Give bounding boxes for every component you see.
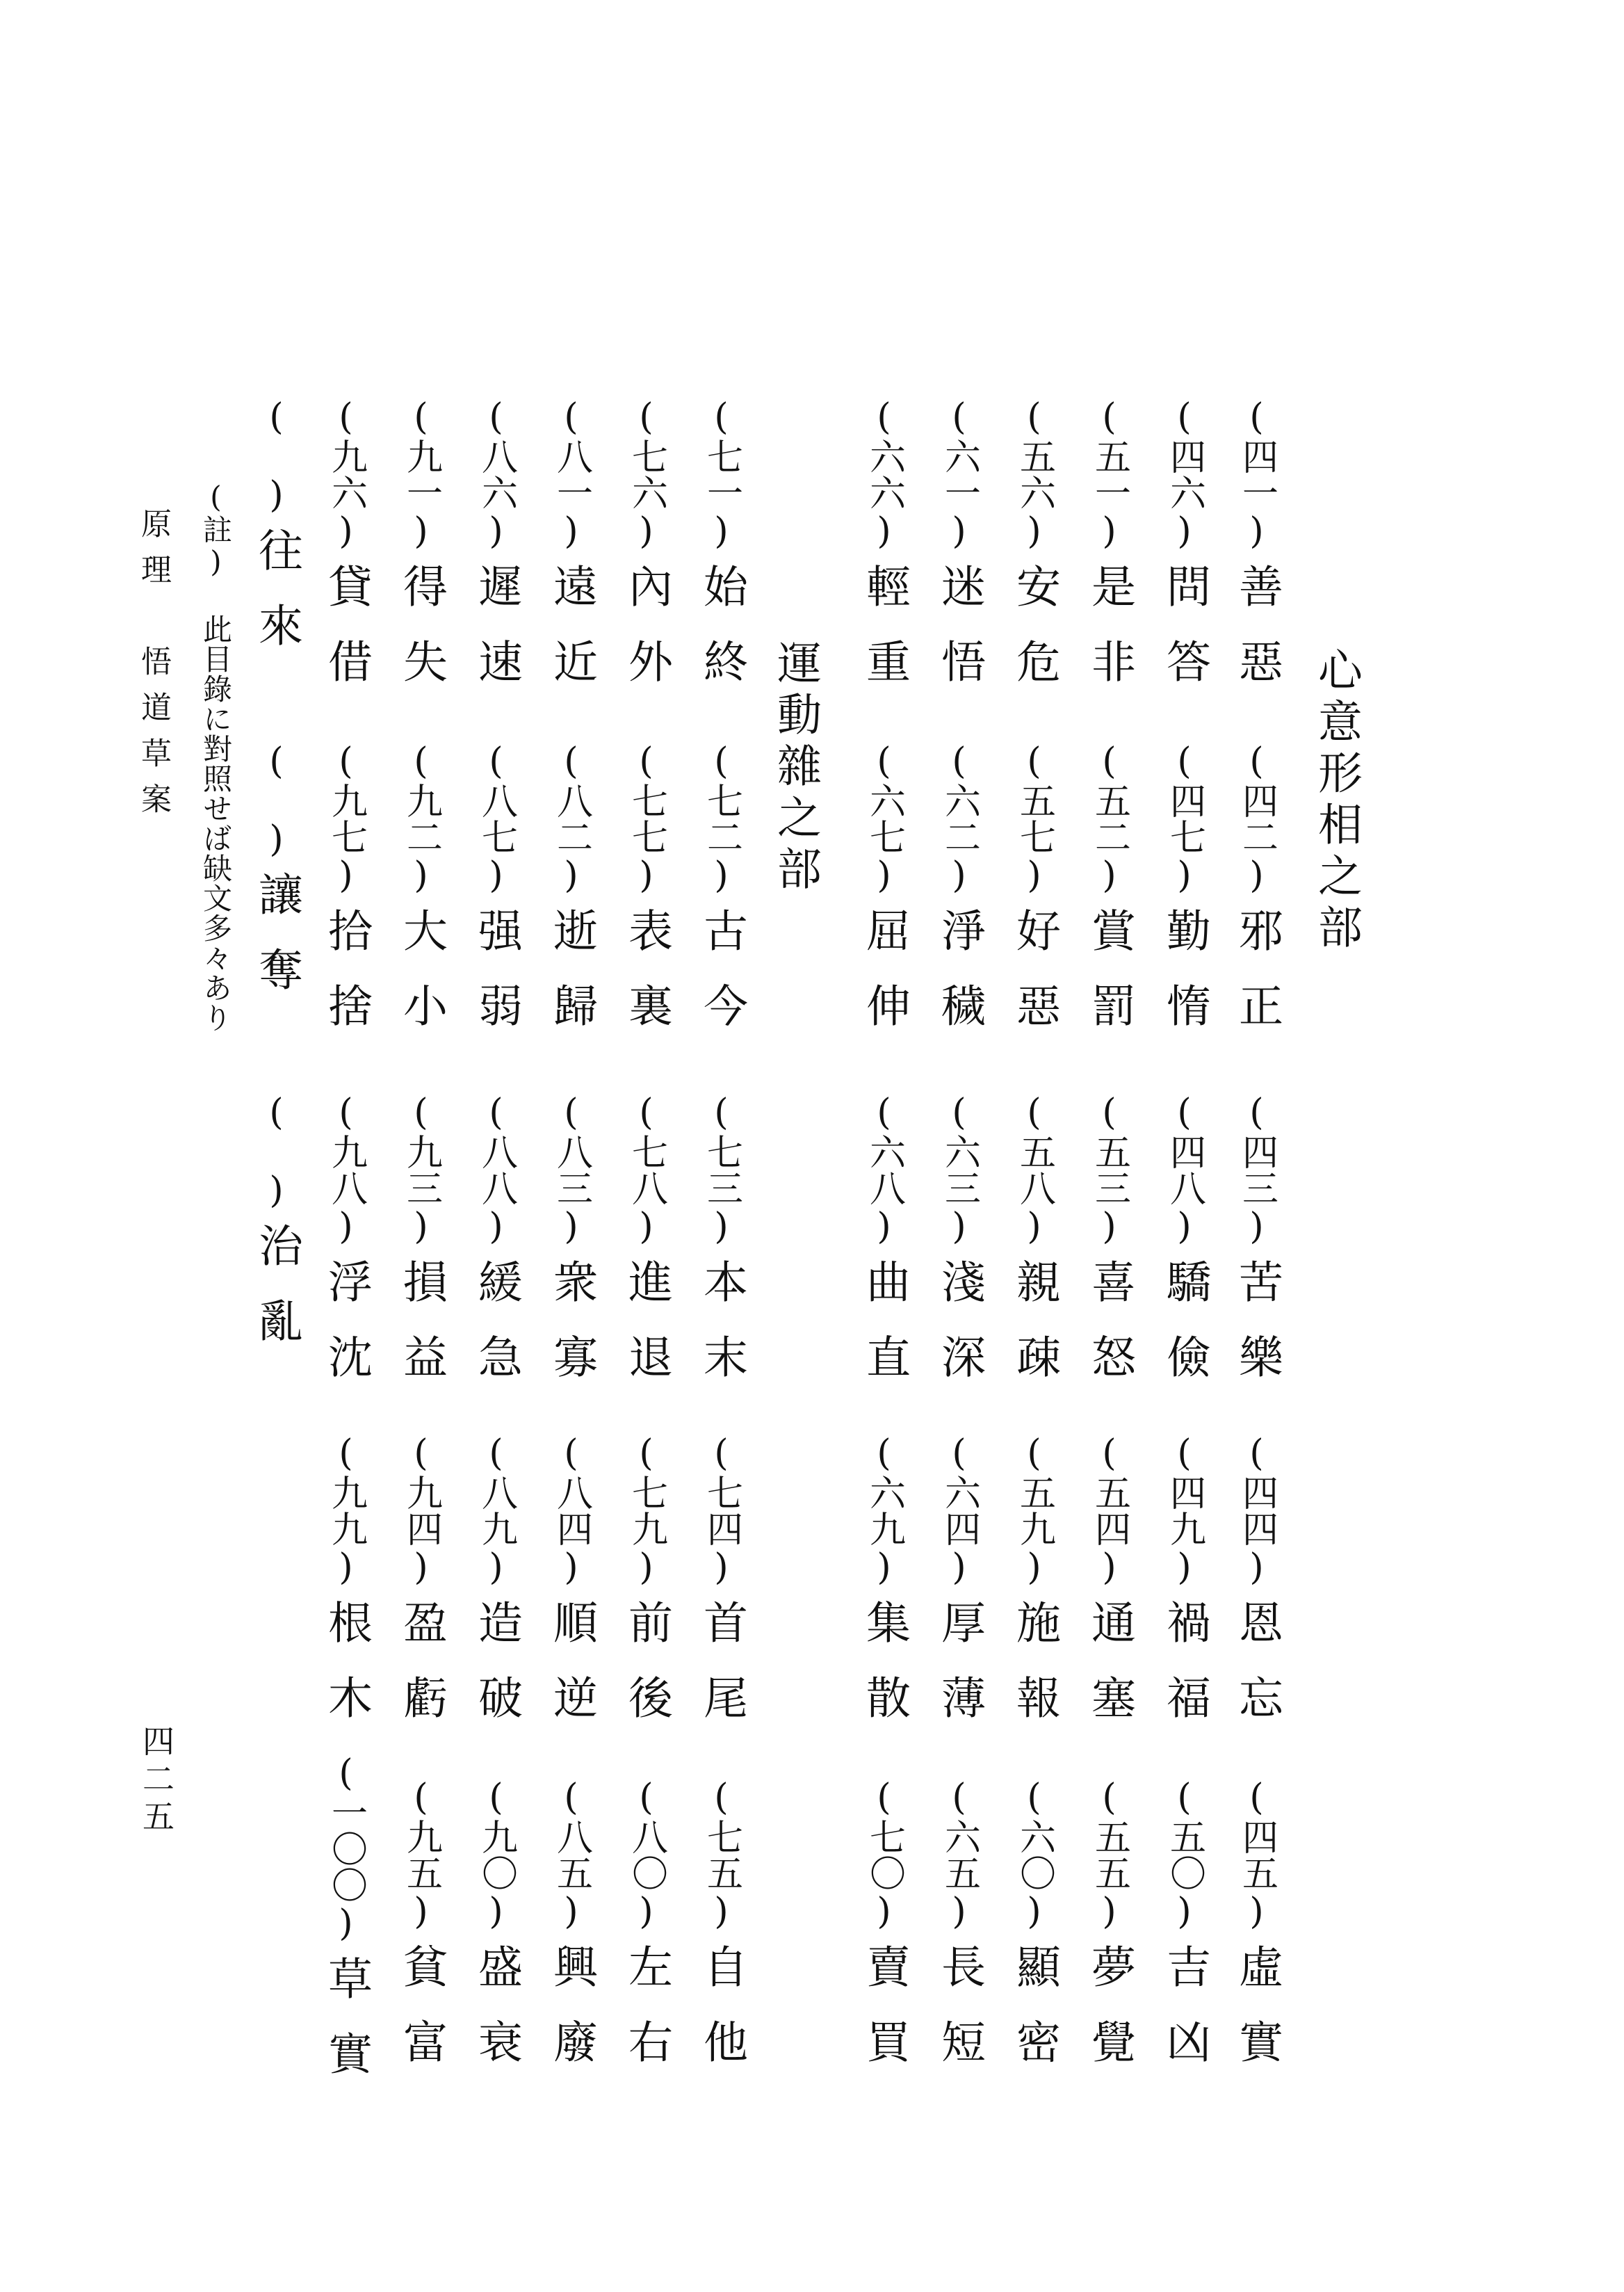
entry-word: 厚薄	[934, 1599, 985, 1750]
list-item	[245, 741, 309, 1022]
entry-word: 迷悟	[934, 563, 985, 713]
entry-number: (四五)	[1235, 1777, 1278, 1932]
entry-word: 吉凶	[1159, 1944, 1210, 2094]
entry-word: 損益	[396, 1259, 447, 1409]
entry-number: (八五)	[550, 1777, 592, 1932]
entry-number: (八六)	[475, 396, 517, 552]
entry-word: 親疎	[1009, 1259, 1060, 1409]
entry-word: 長短	[934, 1944, 985, 2094]
list-item	[690, 741, 754, 1058]
entry-word: 盛衰	[471, 1944, 522, 2094]
entry-word: 善惡	[1231, 563, 1283, 713]
list-item	[615, 1777, 679, 2094]
list-item	[1002, 1777, 1066, 2094]
entry-number: (四九)	[1163, 1432, 1205, 1588]
entry-number: (五一)	[1088, 396, 1130, 552]
list-item	[615, 1092, 679, 1409]
section-title-motion: 運動雜之部	[770, 640, 821, 897]
entry-word: 得失	[396, 563, 447, 713]
entry-word: 前後	[621, 1599, 672, 1750]
list-item	[690, 1777, 754, 2094]
entry-word: 勤惰	[1159, 907, 1210, 1058]
entry-word: 興廢	[546, 1944, 597, 2094]
entry-word: 表裏	[621, 907, 672, 1058]
entry-number: (五三)	[1088, 1092, 1130, 1248]
list-item	[314, 1432, 378, 1750]
list-item	[464, 396, 528, 713]
entry-number: (六五)	[938, 1777, 980, 1932]
list-item	[927, 741, 991, 1058]
section-title-mind: 心意形相之部	[1310, 647, 1362, 955]
entry-number: (四八)	[1163, 1092, 1205, 1248]
entry-number: (八九)	[475, 1432, 517, 1588]
entry-number: (七七)	[625, 741, 667, 896]
entry-word: 順逆	[546, 1599, 597, 1750]
list-item	[927, 1777, 991, 2094]
entry-word: 淨穢	[934, 907, 985, 1058]
entry-word: 草實	[320, 1955, 372, 2106]
list-item	[539, 1777, 603, 2094]
list-item	[1225, 1092, 1289, 1409]
entry-word: 遲速	[471, 563, 522, 713]
list-item	[314, 1752, 378, 2106]
entry-word: 施報	[1009, 1599, 1060, 1750]
entry-number: (五七)	[1013, 741, 1055, 896]
entry-word: 造破	[471, 1599, 522, 1750]
entry-word: 問答	[1159, 563, 1210, 713]
list-item	[1225, 1432, 1289, 1750]
entry-word: 虛實	[1231, 1944, 1283, 2094]
entry-number: (六八)	[863, 1092, 905, 1248]
entry-word: 浮沈	[320, 1259, 372, 1409]
entry-word: 通塞	[1084, 1599, 1135, 1750]
list-item	[690, 1432, 754, 1750]
entry-word: 喜怒	[1084, 1259, 1135, 1409]
entry-word: 集散	[859, 1599, 910, 1750]
entry-number: (四三)	[1235, 1092, 1278, 1248]
entry-number: (七五)	[700, 1777, 742, 1932]
list-item	[464, 1432, 528, 1750]
list-item	[1153, 1092, 1217, 1409]
entry-number: (五五)	[1088, 1777, 1130, 1932]
entry-word: 根木	[320, 1599, 372, 1750]
entry-number: (七八)	[625, 1092, 667, 1248]
entry-number: (五九)	[1013, 1432, 1055, 1588]
entry-word: 左右	[621, 1944, 672, 2094]
list-item	[927, 1432, 991, 1750]
entry-number: (七四)	[700, 1432, 742, 1588]
entry-number: (七一)	[700, 396, 742, 552]
list-item	[314, 741, 378, 1058]
list-item	[1002, 1432, 1066, 1750]
entry-word: 禍福	[1159, 1599, 1210, 1750]
entry-word: 賣買	[859, 1944, 910, 2094]
entry-number: (九六)	[325, 396, 367, 552]
entry-number: (九五)	[400, 1777, 442, 1932]
entry-word: 古今	[696, 907, 747, 1058]
list-item	[852, 1432, 916, 1750]
list-item	[1078, 1092, 1142, 1409]
entry-number: (六七)	[863, 741, 905, 896]
entry-number: (五二)	[1088, 741, 1130, 896]
entry-number: (四七)	[1163, 741, 1205, 896]
footnote: (註) 此目錄に對照せば缺文多々あり	[199, 480, 233, 1033]
entry-word: 進退	[621, 1259, 672, 1409]
entry-word: 邪正	[1231, 907, 1283, 1058]
list-item	[615, 1432, 679, 1750]
entry-number: (九四)	[400, 1432, 442, 1588]
entry-number: (一〇〇)	[325, 1752, 367, 1944]
entry-number: (八〇)	[625, 1777, 667, 1932]
entry-word: 往來	[251, 527, 302, 677]
list-item	[314, 1092, 378, 1409]
entry-number: ( )	[255, 396, 298, 516]
entry-word: 夢覺	[1084, 1944, 1135, 2094]
list-item	[389, 396, 453, 713]
entry-word: 逝歸	[546, 907, 597, 1058]
entry-number: (四四)	[1235, 1432, 1278, 1588]
list-item	[1078, 1777, 1142, 2094]
entry-word: 讓奪	[251, 871, 302, 1022]
entry-word: 盈虧	[396, 1599, 447, 1750]
list-item	[539, 1092, 603, 1409]
entry-number: (七九)	[625, 1432, 667, 1588]
entry-number: (四二)	[1235, 741, 1278, 896]
entry-number: (九〇)	[475, 1777, 517, 1932]
list-item	[389, 741, 453, 1058]
entry-number: (六三)	[938, 1092, 980, 1248]
list-item	[615, 396, 679, 713]
entry-number: (九三)	[400, 1092, 442, 1248]
list-item	[690, 1092, 754, 1409]
entry-word: 屈伸	[859, 907, 910, 1058]
entry-word: 好惡	[1009, 907, 1060, 1058]
list-item	[389, 1092, 453, 1409]
list-item	[1078, 741, 1142, 1058]
entry-word: 恩忘	[1231, 1599, 1283, 1750]
entry-number: ( )	[255, 1092, 298, 1211]
entry-number: (六二)	[938, 741, 980, 896]
list-item	[852, 741, 916, 1058]
entry-number: (八八)	[475, 1092, 517, 1248]
entry-number: (八三)	[550, 1092, 592, 1248]
entry-number: (六〇)	[1013, 1777, 1055, 1932]
entry-word: 本末	[696, 1259, 747, 1409]
entry-word: 顯密	[1009, 1944, 1060, 2094]
list-item	[1225, 1777, 1289, 2094]
list-item	[1225, 741, 1289, 1058]
entry-word: 治亂	[251, 1222, 302, 1373]
list-item	[314, 396, 378, 713]
entry-word: 曲直	[859, 1259, 910, 1409]
entry-word: 首尾	[696, 1599, 747, 1750]
entry-number: (六九)	[863, 1432, 905, 1588]
entry-word: 是非	[1084, 563, 1135, 713]
entry-number: (五六)	[1013, 396, 1055, 552]
entry-number: (八一)	[550, 396, 592, 552]
entry-word: 貸借	[320, 563, 372, 713]
entry-number: (五四)	[1088, 1432, 1130, 1588]
list-item	[245, 396, 309, 677]
list-item	[464, 1777, 528, 2094]
list-item	[464, 741, 528, 1058]
entry-number: (九二)	[400, 741, 442, 896]
list-item	[389, 1432, 453, 1750]
entry-number: (六一)	[938, 396, 980, 552]
list-item	[1153, 1777, 1217, 2094]
entry-number: (六四)	[938, 1432, 980, 1588]
list-item	[464, 1092, 528, 1409]
entry-word: 遠近	[546, 563, 597, 713]
entry-number: (五八)	[1013, 1092, 1055, 1248]
entry-word: 驕儉	[1159, 1259, 1210, 1409]
entry-number: (九七)	[325, 741, 367, 896]
entry-word: 大小	[396, 907, 447, 1058]
list-item	[1153, 741, 1217, 1058]
entry-number: (九九)	[325, 1432, 367, 1588]
list-item	[1078, 396, 1142, 713]
entry-number: (七三)	[700, 1092, 742, 1248]
list-item	[1002, 1092, 1066, 1409]
entry-number: (七二)	[700, 741, 742, 896]
list-item	[539, 1432, 603, 1750]
entry-word: 緩急	[471, 1259, 522, 1409]
list-item	[1153, 1432, 1217, 1750]
entry-word: 輕重	[859, 563, 910, 713]
entry-word: 强弱	[471, 907, 522, 1058]
list-item	[852, 1092, 916, 1409]
entry-number: (四六)	[1163, 396, 1205, 552]
page-number: 四二五	[138, 1725, 175, 1837]
list-item	[539, 741, 603, 1058]
entry-word: 拾捨	[320, 907, 372, 1058]
list-item	[389, 1777, 453, 2094]
entry-word: 苦樂	[1231, 1259, 1283, 1409]
list-item	[245, 1092, 309, 1373]
list-item	[1225, 396, 1289, 713]
entry-word: 內外	[621, 563, 672, 713]
entry-word: 貧富	[396, 1944, 447, 2094]
list-item	[852, 396, 916, 713]
list-item	[615, 741, 679, 1058]
entry-number: (九一)	[400, 396, 442, 552]
list-item	[1002, 396, 1066, 713]
entry-word: 自他	[696, 1944, 747, 2094]
entry-number: (七〇)	[863, 1777, 905, 1932]
entry-word: 衆寡	[546, 1259, 597, 1409]
entry-word: 淺深	[934, 1259, 985, 1409]
list-item	[927, 1092, 991, 1409]
list-item	[927, 396, 991, 713]
running-footer: 原理 悟道草案	[136, 508, 171, 829]
list-item	[1078, 1432, 1142, 1750]
list-item	[1153, 396, 1217, 713]
list-item	[1002, 741, 1066, 1058]
entry-number: (五〇)	[1163, 1777, 1205, 1932]
list-item	[852, 1777, 916, 2094]
entry-number: (四一)	[1235, 396, 1278, 552]
entry-word: 安危	[1009, 563, 1060, 713]
entry-number: (七六)	[625, 396, 667, 552]
list-item	[539, 396, 603, 713]
entry-number: (九八)	[325, 1092, 367, 1248]
list-item	[690, 396, 754, 713]
entry-number: (八二)	[550, 741, 592, 896]
entry-number: ( )	[255, 741, 298, 860]
entry-number: (八四)	[550, 1432, 592, 1588]
entry-word: 始終	[696, 563, 747, 713]
entry-word: 賞罰	[1084, 907, 1135, 1058]
entry-number: (八七)	[475, 741, 517, 896]
entry-number: (六六)	[863, 396, 905, 552]
